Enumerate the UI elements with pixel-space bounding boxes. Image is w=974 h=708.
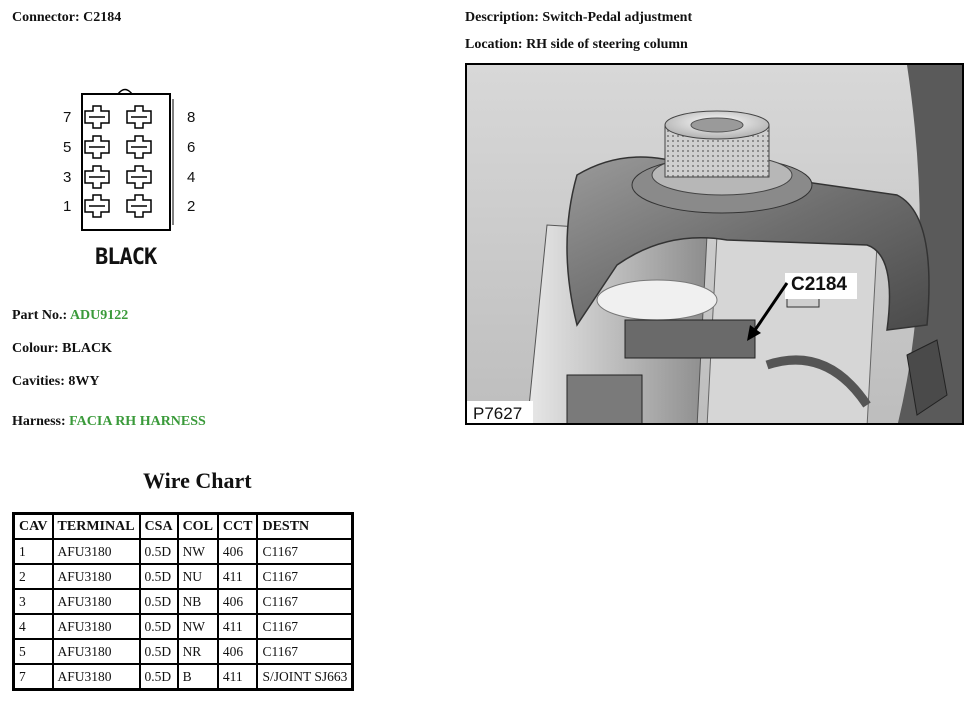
cavities-value: 8WY <box>68 374 100 389</box>
harness-label: Harness: <box>12 414 66 429</box>
connector-line <box>12 10 121 26</box>
colour-line <box>12 341 112 357</box>
lower-connector <box>567 375 642 425</box>
cell-destn: C1167 <box>257 539 352 564</box>
pin-label-6: 6 <box>187 139 196 156</box>
table-row <box>14 539 353 564</box>
cell-cct: 411 <box>218 614 258 639</box>
cell-terminal: AFU3180 <box>53 589 140 614</box>
cell-terminal: AFU3180 <box>53 664 140 690</box>
header-cav: CAV <box>14 514 53 540</box>
cell-csa: 0.5D <box>140 539 178 564</box>
cavities-label: Cavities: <box>12 374 65 389</box>
knob-center <box>691 118 743 132</box>
cell-destn: C1167 <box>257 589 352 614</box>
cell-destn: C1167 <box>257 614 352 639</box>
cell-csa: 0.5D <box>140 614 178 639</box>
cell-cct: 411 <box>218 564 258 589</box>
cell-cav: 2 <box>14 564 53 589</box>
harness-value: FACIA RH HARNESS <box>69 414 206 429</box>
colour-value: BLACK <box>62 341 112 356</box>
location-label: Location: <box>465 37 523 52</box>
location-photo <box>465 63 964 425</box>
header-cct: CCT <box>218 514 258 540</box>
pin-label-7: 7 <box>63 109 72 126</box>
connector-value: C2184 <box>83 10 122 25</box>
pin-label-4: 4 <box>187 169 196 186</box>
harness-line <box>12 414 206 430</box>
cell-destn: C1167 <box>257 639 352 664</box>
pin-label-8: 8 <box>187 109 196 126</box>
part-number-line <box>12 308 128 324</box>
cell-terminal: AFU3180 <box>53 564 140 589</box>
pin-label-3: 3 <box>63 169 72 186</box>
table-row <box>14 589 353 614</box>
wire-chart-header-row <box>14 514 353 540</box>
table-row <box>14 614 353 639</box>
cell-terminal: AFU3180 <box>53 614 140 639</box>
description-line <box>465 10 692 26</box>
cell-cav: 1 <box>14 539 53 564</box>
cell-csa: 0.5D <box>140 664 178 690</box>
cell-cct: 406 <box>218 589 258 614</box>
cell-cct: 411 <box>218 664 258 690</box>
connector-diagram <box>55 85 215 275</box>
cell-destn: S/JOINT SJ663 <box>257 664 352 690</box>
cell-cav: 7 <box>14 664 53 690</box>
table-row <box>14 664 353 690</box>
connector-callout-label: C2184 <box>791 274 847 295</box>
part-number-label: Part No.: <box>12 308 68 323</box>
cell-terminal: AFU3180 <box>53 539 140 564</box>
cell-csa: 0.5D <box>140 564 178 589</box>
cell-cav: 4 <box>14 614 53 639</box>
cell-csa: 0.5D <box>140 639 178 664</box>
colour-label: Colour: <box>12 341 59 356</box>
pin-label-2: 2 <box>187 198 196 215</box>
cell-terminal: AFU3180 <box>53 639 140 664</box>
cell-cct: 406 <box>218 539 258 564</box>
wire-chart-title: Wire Chart <box>143 468 252 493</box>
table-row <box>14 639 353 664</box>
cell-col: B <box>178 664 218 690</box>
location-illustration <box>467 65 964 425</box>
cell-col: NR <box>178 639 218 664</box>
header-terminal: TERMINAL <box>53 514 140 540</box>
cell-col: NU <box>178 564 218 589</box>
photo-reference-code: P7627 <box>473 404 523 423</box>
column-highlight <box>597 280 717 320</box>
cell-col: NW <box>178 614 218 639</box>
cell-col: NB <box>178 589 218 614</box>
connector-c2184 <box>625 320 755 358</box>
table-row <box>14 564 353 589</box>
connector-colour-caption: BLACK <box>95 245 157 270</box>
cell-cav: 3 <box>14 589 53 614</box>
cell-col: NW <box>178 539 218 564</box>
cell-csa: 0.5D <box>140 589 178 614</box>
connector-label: Connector: <box>12 10 80 25</box>
location-value: RH side of steering column <box>526 37 688 52</box>
cell-destn: C1167 <box>257 564 352 589</box>
header-destn: DESTN <box>257 514 352 540</box>
connector-housing <box>82 94 170 230</box>
description-value: Switch-Pedal adjustment <box>542 10 693 25</box>
description-label: Description: <box>465 10 539 25</box>
cell-cav: 5 <box>14 639 53 664</box>
pin-label-1: 1 <box>63 198 72 215</box>
header-csa: CSA <box>140 514 178 540</box>
wire-chart-table <box>12 512 354 691</box>
location-line <box>465 37 688 53</box>
header-col: COL <box>178 514 218 540</box>
pin-label-5: 5 <box>63 139 72 156</box>
cell-cct: 406 <box>218 639 258 664</box>
cavities-line <box>12 374 100 390</box>
part-number-value: ADU9122 <box>69 308 129 323</box>
